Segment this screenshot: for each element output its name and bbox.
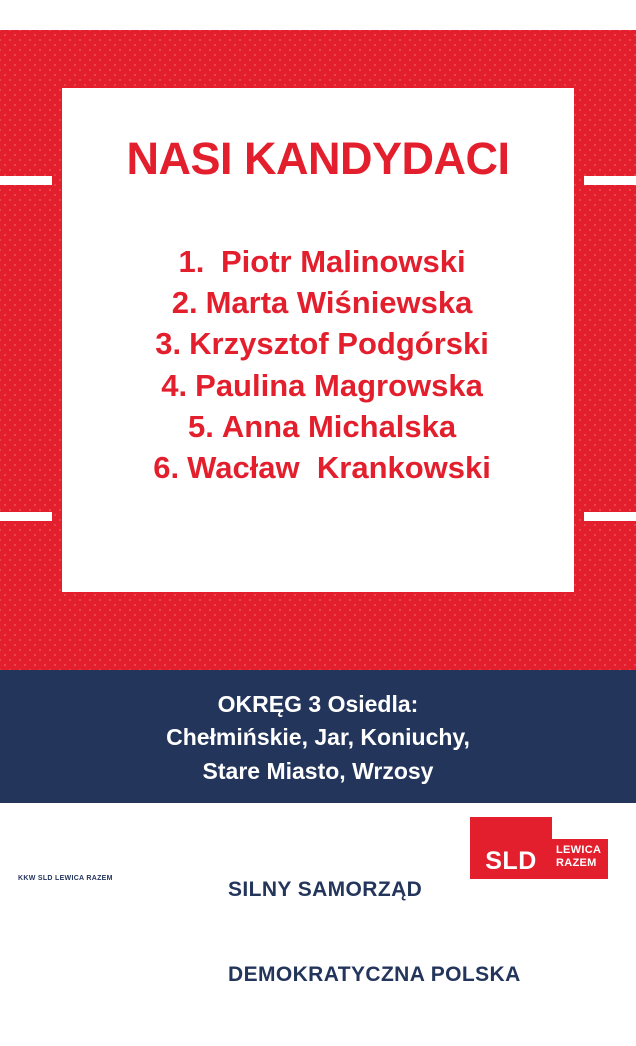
logo-sld-text: SLD [485,847,537,875]
candidate-number: 3. [155,326,182,362]
list-item [62,365,574,406]
decorative-strip-right-lower [584,512,636,521]
candidate-name: Marta Wiśniewska [205,285,473,321]
slogan-line-2: DEMOKRATYCZNA POLSKA [228,962,521,986]
sld-logo [470,817,610,879]
list-item [62,406,574,447]
candidate-number: 5. [187,408,214,444]
slogan-line-1: SILNY SAMORZĄD [228,877,423,901]
district-heading: OKRĘG 3 Osiedla: [217,691,419,717]
candidates-list [62,181,574,488]
candidate-number: 2. [171,285,198,321]
footer [0,803,636,986]
candidates-card [62,88,574,592]
logo-razem-line: RAZEM [556,856,597,869]
page-title: NASI KANDYDACI [126,133,510,184]
list-item [62,241,574,282]
district-line-3: Stare Miasto, Wrzosy [202,757,434,784]
candidate-name: Anna Michalska [221,408,457,444]
candidate-name: Paulina Magrowska [195,367,483,403]
district-text-block [0,670,636,788]
candidate-number: 6. [153,450,180,486]
decorative-strip-left-upper [0,176,52,185]
candidate-number: 1. [178,244,205,279]
committee-disclaimer: KKW SLD LEWICA RAZEM [18,875,113,882]
candidate-name: Wacław Krankowski [187,450,491,486]
district-line-2: Chełmińskie, Jar, Koniuchy, [166,724,470,751]
logo-lewica-line: LEWICA [556,844,602,856]
list-item [62,447,574,488]
district-band [0,670,636,803]
decorative-strip-right-upper [584,176,636,185]
candidate-name: Piotr Malinowski [212,244,466,279]
candidate-number: 4. [161,367,188,403]
logo-lewica-razem [552,839,608,879]
decorative-strip-left-lower [0,512,52,521]
candidate-name: Krzysztof Podgórski [189,326,489,362]
list-item [62,323,574,364]
list-item [62,282,574,323]
